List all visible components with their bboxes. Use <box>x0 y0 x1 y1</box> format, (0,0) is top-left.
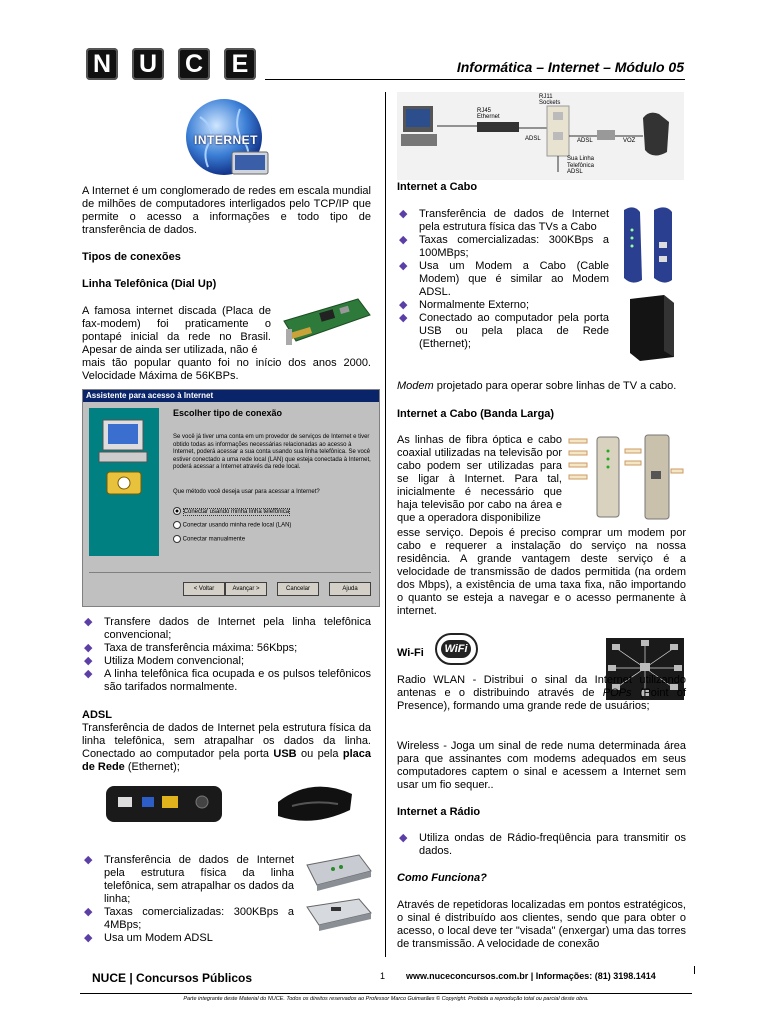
wizard-option-label: Conectar manualmente <box>182 536 246 543</box>
list-item: ◆ Taxas comercializadas: 300KBps a 4MBps; <box>82 906 294 932</box>
wizard-option-label: Conectar usando minha rede local (LAN) <box>182 522 292 529</box>
wifi-text-b: (Point of Presence), formando uma grande rede de usuários; <box>397 687 686 712</box>
dialup-bullet-list <box>82 616 371 694</box>
diagram-label-rj11: RJ11 Sockets <box>539 94 561 106</box>
list-item: ◆ Usa um Modem ADSL <box>82 932 294 945</box>
logo-letter-n: N <box>86 48 118 80</box>
adsl-router-image-1 <box>303 851 373 891</box>
cabo-bullet-list <box>397 208 609 351</box>
footer-tick <box>694 966 695 974</box>
radio-bullet-list <box>397 832 686 858</box>
wifi-heading: Wi-Fi <box>397 647 424 659</box>
adsl-bullet-list <box>82 854 294 945</box>
adsl-text-c: (Ethernet); <box>124 761 180 773</box>
cable-modem-blue-image <box>612 202 686 288</box>
adsl-paragraph <box>82 722 371 774</box>
radio-heading: Internet a Rádio <box>397 806 481 818</box>
adsl-text-usb: USB <box>273 748 297 760</box>
adsl-connection-diagram <box>397 92 684 180</box>
wifi-text-pops: POPs <box>602 687 632 699</box>
wifi-text-a: Radio WLAN - Distribui o sinal da Internet utilizando antenas e o distribuindo através de <box>397 674 686 699</box>
wizard-option-label: Conectar usando minha linha telefônica <box>183 508 290 515</box>
wizard-option-manual[interactable] <box>173 535 245 543</box>
footer-brand: NUCE | Concursos Públicos <box>92 971 253 985</box>
diagram-label-adsl-1: ADSL <box>525 136 541 142</box>
wifi-logo <box>435 633 478 665</box>
next-button[interactable]: Avançar > <box>225 582 267 596</box>
list-item: ◆ Transfere dados de Internet pela linha telefônica convencional; <box>82 616 371 642</box>
globe-label: INTERNET <box>194 133 258 147</box>
footer-rule <box>80 993 692 994</box>
list-item: ◆ Utiliza ondas de Rádio-freqüência para transmitir os dados. <box>397 832 686 858</box>
footer-contact: www.nuceconcursos.com.br | Informações: (81) 3198.1414 <box>406 971 656 981</box>
list-item: ◆ Normalmente Externo; <box>397 299 609 312</box>
diagram-label-rj45: RJ45 Ethernet <box>477 108 500 120</box>
logo-letter-u: U <box>132 48 164 80</box>
banda-larga-paragraph-1: As linhas de fibra óptica e cabo coaxial utilizadas na televisão por cabo podem ser utilizadas para se ligar à Internet. Para tal, inicialmente é necessário que haja televisão por cabo na área e que a operadora disponibilize <box>397 434 562 524</box>
como-funciona-paragraph: Através de repetidoras localizadas em pontos estratégicos, o sinal é distribuído aos clientes, sendo que para obter o acesso, o local deve ter "visada" (enxergar) uma das torres de transmissão. A velocidade de conexão <box>397 899 686 950</box>
help-button[interactable]: Ajuda <box>329 582 371 596</box>
wizard-option-lan[interactable] <box>173 521 291 529</box>
diagram-label-linha: Sua Linha Telefônica ADSL <box>567 156 595 175</box>
como-funciona-heading: Como Funciona? <box>397 872 487 884</box>
header-rule <box>265 79 685 80</box>
list-item: ◆ Taxa de transferência máxima: 56Kbps; <box>82 642 371 655</box>
logo-letter-c: C <box>178 48 210 80</box>
adsl-text-a: Transferência de dados de Internet pela estrutura física da linha telefônica, sem atrapalhar os dados da linha. Conectado ao computador pela porta <box>82 722 371 760</box>
cable-modem-diagram-image <box>567 431 685 526</box>
nuce-logo <box>86 48 258 82</box>
back-button[interactable]: < Voltar <box>183 582 225 596</box>
wizard-heading: Escolher tipo de conexão <box>173 408 283 418</box>
modem-note-text: projetado para operar sobre linhas de TV a cabo. <box>433 380 677 392</box>
wizard-question: Que método você deseja usar para acessar a Internet? <box>173 489 320 495</box>
wizard-titlebar: Assistente para acesso à Internet <box>83 390 379 402</box>
modem-card-image <box>280 293 372 348</box>
intro-paragraph: A Internet é um conglomerado de redes em escala mundial de milhões de computadores interligados pelo TCP/IP que permite o acesso a informações e todo tipo de transferência de dados. <box>82 185 371 236</box>
wifi-logo-text: WiFi <box>441 640 471 658</box>
logo-letter-e: E <box>224 48 256 80</box>
dialup-heading: Linha Telefônica (Dial Up) <box>82 278 217 290</box>
cable-modem-black-image <box>620 293 684 363</box>
dialup-paragraph-1: A famosa internet discada (Placa de fax-modem) foi praticamente o pontapé inicial da rede no Brasil. Apesar de ainda ser utilizada, não é <box>82 305 271 356</box>
radio-icon <box>173 521 181 529</box>
page-title: Informática – Internet – Módulo 05 <box>456 59 684 75</box>
banda-larga-heading: Internet a Cabo (Banda Larga) <box>397 408 555 420</box>
wifi-paragraph <box>397 674 686 713</box>
adsl-modem-back-image <box>104 782 224 826</box>
wizard-option-phone[interactable] <box>173 507 290 515</box>
cabo-heading: Internet a Cabo <box>397 181 478 193</box>
wireless-paragraph: Wireless - Joga um sinal de rede numa determinada área para que assinantes com modems adequados em seus computadores captem o sinal e acessem a Internet sem usar um fio sequer.. <box>397 740 686 791</box>
footer-copyright: Parte integrante deste Material do NUCE. Todos os direitos reservados ao Professor Marco Guimarães © Copyright. Proibida a reprodução total ou parcial deste obra. <box>183 996 589 1002</box>
list-item: ◆ Utiliza Modem convencional; <box>82 655 371 668</box>
radio-selected-icon <box>173 507 181 515</box>
cancel-button[interactable]: Cancelar <box>277 582 319 596</box>
banda-larga-paragraph-2: esse serviço. Depois é preciso comprar um modem por cabo e requerer a instalação do serviço na nossa residência. A grande vantagem deste serviço é a velocidade de transmissão de dados permitida (na ordem dos Mbps), a existência de uma taxa fixa, não importando o quanto se esteja a navegar e o acesso permanente à internet. <box>397 527 686 617</box>
adsl-modem-front-image <box>272 778 358 828</box>
list-item: ◆ A linha telefônica fica ocupada e os pulsos telefônicos são tarifados normalmente. <box>82 668 371 694</box>
internet-globe-image <box>180 97 272 181</box>
radio-icon <box>173 535 181 543</box>
list-item: ◆ Transferência de dados de Internet pela estrutura física da linha telefônica, sem atrapalhar os dados da linha; <box>82 854 294 906</box>
footer-bar <box>80 964 692 992</box>
adsl-heading: ADSL <box>82 709 112 721</box>
adsl-text-b: ou pela <box>296 748 343 760</box>
list-item: ◆ Transferência de dados de Internet pela estrutura física das TVs a Cabo <box>397 208 609 234</box>
modem-note-italic: Modem <box>397 380 434 392</box>
list-item: ◆ Taxas comercializadas: 300KBps a 100MBps; <box>397 234 609 260</box>
dialup-paragraph-2: mais tão popular quanto foi no início dos anos 2000. Velocidade Máxima de 56KBPs. <box>82 357 371 382</box>
adsl-router-image-2 <box>305 897 373 931</box>
list-item: ◆ Conectado ao computador pela porta USB ou pela placa de Rede (Ethernet); <box>397 312 609 351</box>
modem-note <box>397 380 686 392</box>
footer-page-number: 1 <box>380 971 386 981</box>
adsl-text-placa: placa de Rede <box>82 748 371 773</box>
wizard-body: Se você já tiver uma conta em um provedor de serviços de Internet e tiver obtido todas as informações necessárias relacionadas ao acesso à Internet, poderá acessar a sua conta usando sua linha telefônica. Se você estiver conectado a uma rede local (LAN) que esteja conectada à Internet, poderá acessar a Internet através da rede local. <box>173 434 371 470</box>
column-divider <box>385 92 386 957</box>
wizard-separator <box>89 572 371 573</box>
tipos-heading: Tipos de conexões <box>82 251 181 263</box>
diagram-label-adsl-2: ADSL <box>577 138 593 144</box>
list-item: ◆ Usa um Modem a Cabo (Cable Modem) que é similar ao Modem ADSL. <box>397 260 609 299</box>
connection-wizard-window <box>82 389 380 607</box>
wizard-computer-image <box>89 408 159 556</box>
diagram-label-voz: VOZ <box>623 138 636 144</box>
